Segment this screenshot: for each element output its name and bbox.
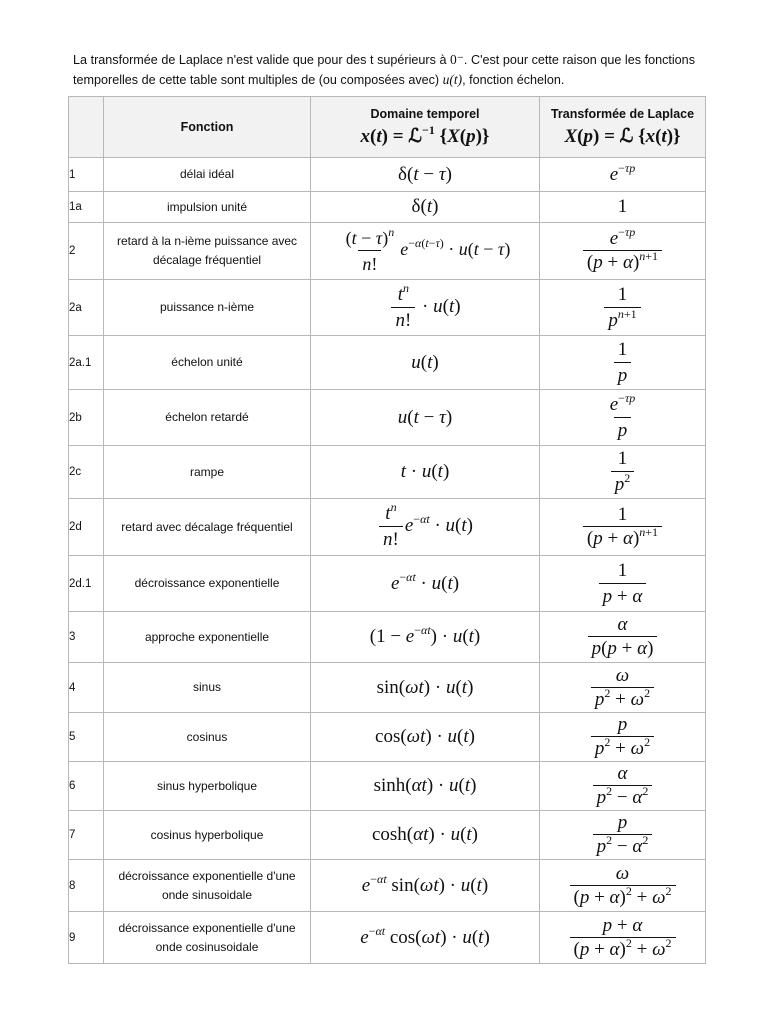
time-domain-formula: $e^{-\alpha t}$ cos(ωt) · u(t) bbox=[311, 912, 540, 964]
row-number: 2a bbox=[69, 280, 104, 336]
table-row bbox=[69, 762, 706, 811]
row-function-name: décroissance exponentielle d'une onde sinusoidale bbox=[104, 860, 311, 912]
row-number: 2 bbox=[69, 223, 104, 280]
laplace-formula: $\frac{1}{p}$ bbox=[540, 336, 706, 390]
header-fonction: Fonction bbox=[104, 97, 311, 158]
row-function-name: échelon retardé bbox=[104, 390, 311, 446]
row-function-name: sinus hyperbolique bbox=[104, 762, 311, 811]
table-row bbox=[69, 499, 706, 556]
row-function-name: retard à la n-ième puissance avec décalage fréquentiel bbox=[104, 223, 311, 280]
row-number: 2a.1 bbox=[69, 336, 104, 390]
time-domain-formula: $\frac{t^n}{n!}$ · u(t) bbox=[311, 280, 540, 336]
row-function-name: cosinus bbox=[104, 713, 311, 762]
row-number: 9 bbox=[69, 912, 104, 964]
table-row bbox=[69, 158, 706, 192]
laplace-formula: $\frac{p}{p^2 - \alpha^2}$ bbox=[540, 811, 706, 860]
time-domain-formula: t · u(t) bbox=[311, 446, 540, 499]
laplace-formula: $\frac{1}{p^2}$ bbox=[540, 446, 706, 499]
intro-paragraph bbox=[73, 50, 695, 90]
table-row bbox=[69, 860, 706, 912]
time-domain-formula: $(1 - e^{-\alpha t}) \cdot u(t)$ bbox=[311, 612, 540, 663]
time-domain-formula: $\frac{t^n}{n!}$ $e^{-\alpha t} \cdot u(t)$ bbox=[311, 499, 540, 556]
laplace-formula: $\frac{p + \alpha}{(p + \alpha)^2 + \omega^2}$ bbox=[540, 912, 706, 964]
row-function-name: décroissance exponentielle bbox=[104, 556, 311, 612]
laplace-formula: $\frac{p}{p^2 + \omega^2}$ bbox=[540, 713, 706, 762]
time-domain-formula: δ(t − τ) bbox=[311, 158, 540, 192]
header-row bbox=[69, 97, 706, 158]
row-function-name: rampe bbox=[104, 446, 311, 499]
row-number: 2c bbox=[69, 446, 104, 499]
row-number: 8 bbox=[69, 860, 104, 912]
time-domain-formula: $e^{-\alpha t} \cdot u(t)$ bbox=[311, 556, 540, 612]
row-function-name: approche exponentielle bbox=[104, 612, 311, 663]
row-number: 5 bbox=[69, 713, 104, 762]
row-number: 2b bbox=[69, 390, 104, 446]
row-number: 2d.1 bbox=[69, 556, 104, 612]
header-domaine-formula: x(t) = ℒ$^{-1}$ {X(p)} bbox=[360, 122, 490, 147]
table-row bbox=[69, 612, 706, 663]
table-row bbox=[69, 446, 706, 499]
row-function-name: retard avec décalage fréquentiel bbox=[104, 499, 311, 556]
header-blank bbox=[69, 97, 104, 158]
header-domaine bbox=[311, 97, 540, 158]
intro-text-1: La transformée de Laplace n'est valide que pour des t supérieurs à bbox=[73, 53, 451, 67]
time-domain-formula: cos(ωt) · u(t) bbox=[311, 713, 540, 762]
time-domain-formula: u(t − τ) bbox=[311, 390, 540, 446]
header-domaine-label: Domaine temporel bbox=[370, 106, 480, 121]
table-row bbox=[69, 390, 706, 446]
row-function-name: sinus bbox=[104, 663, 311, 713]
row-function-name: puissance n-ième bbox=[104, 280, 311, 336]
row-number: 1 bbox=[69, 158, 104, 192]
table-row bbox=[69, 713, 706, 762]
zero-minus: 0⁻ bbox=[450, 52, 464, 67]
laplace-formula: $\frac{1}{(p + \alpha)^{n+1}}$ bbox=[540, 499, 706, 556]
time-domain-formula: δ(t) bbox=[311, 192, 540, 223]
row-number: 3 bbox=[69, 612, 104, 663]
row-function-name: impulsion unité bbox=[104, 192, 311, 223]
row-number: 7 bbox=[69, 811, 104, 860]
table-row bbox=[69, 556, 706, 612]
time-domain-formula: sin(ωt) · u(t) bbox=[311, 663, 540, 713]
table-row bbox=[69, 663, 706, 713]
intro-text-2: . C'est pour cette raison que les fonctions temporelles de cette table sont multiples de (ou composées avec) bbox=[73, 53, 695, 87]
time-domain-formula: cosh(αt) · u(t) bbox=[311, 811, 540, 860]
table-row bbox=[69, 912, 706, 964]
intro-text-3: , fonction échelon. bbox=[462, 73, 565, 87]
table-row bbox=[69, 336, 706, 390]
laplace-formula: $\frac{1}{p^{n+1}}$ bbox=[540, 280, 706, 336]
header-transformee-formula: X(p) = ℒ {x(t)} bbox=[564, 125, 681, 147]
laplace-table bbox=[68, 96, 706, 964]
time-domain-formula: $\frac{(t - \tau)^n}{n!}$ $e^{-\alpha(t-\tau)} \cdot u(t - \tau)$ bbox=[311, 223, 540, 280]
laplace-formula: $\frac{e^{-\tau p}}{p}$ bbox=[540, 390, 706, 446]
table-row bbox=[69, 811, 706, 860]
laplace-formula: $\frac{e^{-\tau p}}{(p + \alpha)^{n+1}}$ bbox=[540, 223, 706, 280]
laplace-formula: 1 bbox=[540, 192, 706, 223]
row-number: 4 bbox=[69, 663, 104, 713]
row-function-name: décroissance exponentielle d'une onde cosinusoidale bbox=[104, 912, 311, 964]
table-row bbox=[69, 223, 706, 280]
row-number: 6 bbox=[69, 762, 104, 811]
row-function-name: délai idéal bbox=[104, 158, 311, 192]
time-domain-formula: sinh(αt) · u(t) bbox=[311, 762, 540, 811]
time-domain-formula: u(t) bbox=[311, 336, 540, 390]
table-row bbox=[69, 192, 706, 223]
time-domain-formula: $e^{-\alpha t}$ sin(ωt) · u(t) bbox=[311, 860, 540, 912]
row-number: 1a bbox=[69, 192, 104, 223]
laplace-formula: $\frac{1}{p + \alpha}$ bbox=[540, 556, 706, 612]
row-function-name: cosinus hyperbolique bbox=[104, 811, 311, 860]
header-transformee bbox=[540, 97, 706, 158]
row-function-name: échelon unité bbox=[104, 336, 311, 390]
table-row bbox=[69, 280, 706, 336]
row-number: 2d bbox=[69, 499, 104, 556]
header-transformee-label: Transformée de Laplace bbox=[550, 106, 695, 121]
laplace-formula: $\frac{\alpha}{p(p + \alpha)}$ bbox=[540, 612, 706, 663]
laplace-formula: $e^{-\tau p}$ bbox=[540, 158, 706, 192]
laplace-formula: $\frac{\omega}{p^2 + \omega^2}$ bbox=[540, 663, 706, 713]
laplace-formula: $\frac{\alpha}{p^2 - \alpha^2}$ bbox=[540, 762, 706, 811]
step-symbol: u(t) bbox=[442, 72, 463, 87]
laplace-formula: $\frac{\omega}{(p + \alpha)^2 + \omega^2}$ bbox=[540, 860, 706, 912]
